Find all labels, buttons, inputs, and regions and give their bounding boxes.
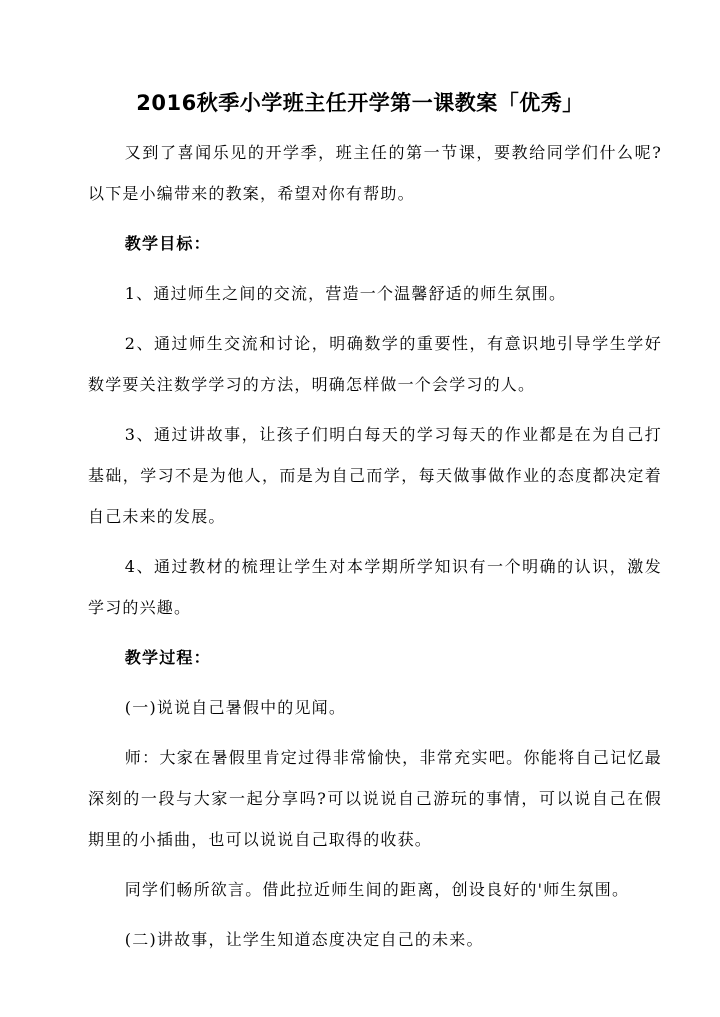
goal-item-2: 2、通过师生交流和讨论，明确数学的重要性，有意识地引导学生学好数学要关注数学学习的方法，明确怎样做一个会学习的人。 — [88, 334, 662, 394]
teacher-dialogue-paragraph: 师：大家在暑假里肯定过得非常愉快，非常充实吧。你能将自己记忆最深刻的一段与大家一起分享吗?可以说说自己游玩的事情，可以说自己在假期里的小插曲，也可以说说自己取得的收获。 — [88, 748, 662, 849]
section-heading-process: 教学过程： — [124, 648, 211, 667]
document-body — [88, 132, 662, 960]
process-step-2: (二)讲故事，让学生知道态度决定自己的未来。 — [124, 930, 484, 949]
process-step-1: (一)说说自己暑假中的见闻。 — [124, 698, 347, 717]
document-title: 2016秋季小学班主任开学第一课教案「优秀」 — [136, 91, 584, 115]
goal-item-1: 1、通过师生之间的交流，营造一个温馨舒适的师生氛围。 — [124, 284, 567, 303]
goal-item-3: 3、通过讲故事，让孩子们明白每天的学习每天的作业都是在为自己打基础，学习不是为他人，而是为自己而学，每天做事做作业的态度都决定着自己未来的发展。 — [88, 425, 662, 526]
section-heading-goals: 教学目标： — [124, 234, 211, 253]
students-response-paragraph: 同学们畅所欲言。借此拉近师生间的距离，创设良好的'师生氛围。 — [124, 880, 630, 899]
intro-paragraph: 又到了喜闻乐见的开学季，班主任的第一节课，要教给同学们什么呢?以下是小编带来的教案，希望对你有帮助。 — [88, 143, 662, 203]
goal-item-4: 4、通过教材的梳理让学生对本学期所学知识有一个明确的认识，激发学习的兴趣。 — [88, 557, 662, 617]
